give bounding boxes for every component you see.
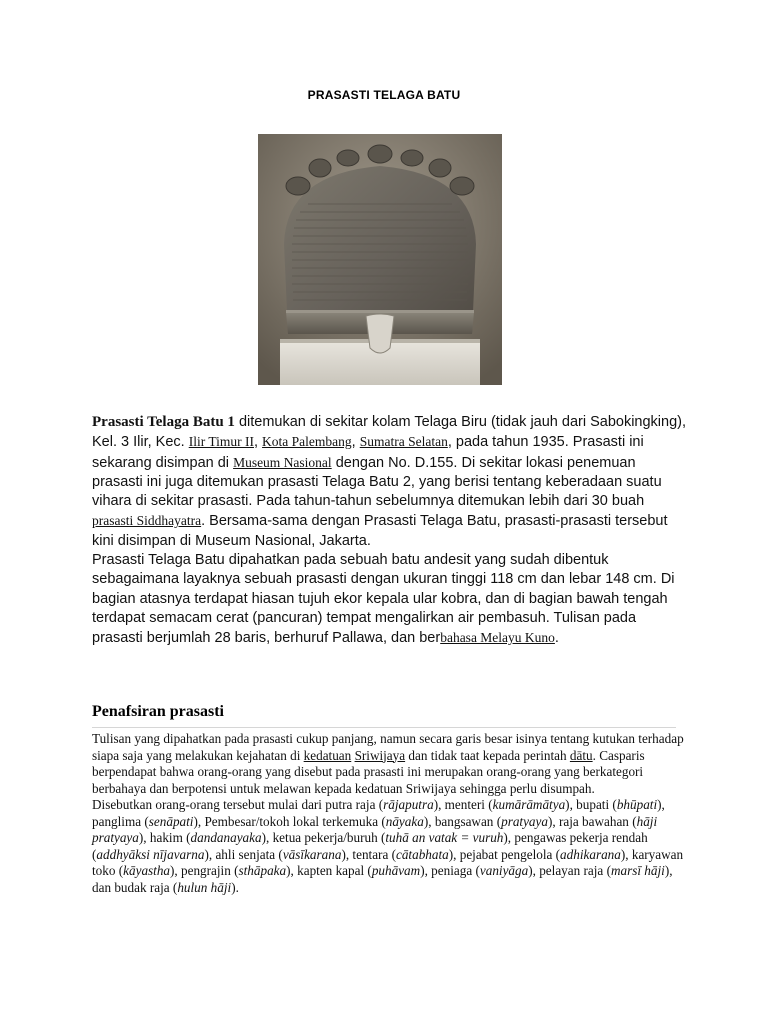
link-kedatuan[interactable]: kedatuan: [303, 747, 352, 763]
intro-text-2: , pada tahun 1935. Prasasti ini sekarang disimpan di: [92, 434, 644, 471]
p2-s14: ), karyawan toko (: [92, 846, 684, 878]
telaga-batu-stone-image: [258, 134, 502, 385]
p2-s6: ), bangsawan (: [423, 813, 502, 829]
p2-s20: ).: [231, 879, 239, 895]
p2-s18: ), pelayan raja (: [528, 863, 611, 878]
inscription-name: Prasasti Telaga Batu 1: [92, 414, 235, 430]
p2-s4: ), panglima (: [92, 797, 665, 829]
term-sthapaka: sthāpaka: [238, 863, 287, 878]
term-haji-pratyaya: hāji pratyaya: [92, 813, 658, 845]
interpretation-paragraph-2: [92, 797, 688, 896]
intro-p2-text: Prasasti Telaga Batu dipahatkan pada sebuah batu andesit yang sudah dibentuk sebagaimana layaknya sebuah prasasti dengan ukuran tinggi 118 cm dan lebar 148 cm. Di bagian atasnya terdapat hiasan tujuh ekor kepala ular kobra, dan di bagian bawah tengah terdapat semacam cerat (pancuran) tempat mengalirkan air pembasuh. Tulisan pada prasasti berjumlah 28 baris, berhuruf Pallawa, dan ber: [92, 552, 675, 647]
link-sriwijaya[interactable]: Sriwijaya: [354, 747, 406, 763]
term-adhikarana: adhikarana: [560, 846, 621, 862]
link-sumatra-selatan[interactable]: Sumatra Selatan: [359, 434, 448, 450]
p2-s9: ), ketua pekerja/buruh (: [261, 830, 386, 845]
p2-s19: ), dan budak raja (: [92, 863, 673, 895]
intro-text-1: ditemukan di sekitar kolam Telaga Biru (tidak jauh dari Sabokingking), Kel. 3 Ilir, Kec.: [92, 414, 687, 451]
p2-s1: Disebutkan orang-orang tersebut mulai dari putra raja (: [92, 797, 384, 812]
p2-s12: ), tentara (: [341, 846, 396, 862]
intro-paragraph-1: [92, 413, 688, 551]
document-title: PRASASTI TELAGA BATU: [307, 88, 461, 102]
term-kumaramatya: kumārāmātya: [492, 797, 566, 812]
link-ilir-timur-ii[interactable]: Ilir Timur II: [188, 434, 254, 450]
link-bahasa-melayu-kuno[interactable]: bahasa Melayu Kuno: [440, 630, 555, 646]
term-bhupati: bhūpati: [616, 797, 658, 812]
separator-1: ,: [253, 434, 263, 451]
p2-s10: ), pengawas pekerja rendah (: [92, 830, 648, 862]
p1-text-d: . Casparis berpendapat bahwa orang-orang yang disebut pada prasasti ini merupakan orang-orang yang berkategori berbahaya dan berpotensi untuk melawan kepada kedatuan Sriwijaya sehingga perlu disumpah.: [92, 747, 645, 796]
p2-s11: ), ahli senjata (: [204, 846, 283, 862]
link-kota-palembang[interactable]: Kota Palembang: [262, 434, 352, 450]
p2-s15: ), pengrajin (: [170, 863, 239, 878]
link-museum-nasional[interactable]: Museum Nasional: [233, 454, 332, 470]
p2-s2: ), menteri (: [433, 797, 493, 812]
p2-s5: ), Pembesar/tokoh lokal terkemuka (: [193, 813, 386, 829]
term-addhyaksi: addhyāksi nījavarna: [96, 846, 205, 862]
term-marsi-haji: marsī hāji: [610, 863, 665, 878]
interpretation-section: [92, 731, 688, 896]
p2-s7: ), raja bawahan (: [547, 813, 637, 829]
term-dandanayaka: dandanayaka: [190, 830, 262, 845]
intro-text-4: . Bersama-sama dengan Prasasti Telaga Batu, prasasti-prasasti tersebut kini disimpan di Museum Nasional, Jakarta.: [92, 513, 668, 549]
intro-text-3: dengan No. D.155. Di sekitar lokasi penemuan prasasti ini juga ditemukan prasasti Telaga Batu 2, yang berisi tentang keberadaan suatu vihara di sekitar prasasti. Pada tahun-tahun sebelumnya ditemukan lebih dari 30 buah: [92, 454, 662, 510]
intro-paragraph-2: [92, 551, 688, 648]
p2-s16: ), kapten kapal (: [286, 863, 372, 878]
inscription-photo: [258, 134, 502, 385]
term-senapati: senāpati: [148, 813, 194, 829]
intro-section: [92, 413, 688, 649]
p1-text-a: Tulisan yang dipahatkan pada prasasti cukup panjang, namun secara garis besar isinya tentang kutukan terhadap siapa saja yang melakukan kejahatan di: [92, 731, 684, 763]
p2-s13: ), pejabat pengelola (: [448, 846, 561, 862]
term-kayastha: kāyastha: [123, 863, 171, 878]
term-rajaputra: rājaputra: [383, 797, 434, 812]
term-pratyaya: pratyaya: [501, 813, 548, 829]
term-puhavam: puhāvam: [371, 863, 421, 878]
intro-p2-end: .: [554, 630, 559, 647]
link-datu[interactable]: dātu: [569, 747, 593, 763]
section-heading: Penafsiran prasasti: [92, 703, 676, 728]
link-prasasti-siddhayatra[interactable]: prasasti Siddhayatra: [92, 513, 202, 529]
term-vasikarana: vāsīkarana: [282, 846, 342, 862]
term-hulun-haji: hulun hāji: [177, 879, 232, 895]
p2-s3: ), bupati (: [565, 797, 617, 812]
term-catabhata: cātabhata: [395, 846, 449, 862]
separator-2: ,: [351, 434, 360, 451]
term-tuha-an-vatak: tuhā an vatak = vuruh: [385, 830, 504, 845]
p1-text-c: dan tidak taat kepada perintah: [405, 747, 570, 763]
p2-s17: ), peniaga (: [420, 863, 480, 878]
term-vaniyaga: vaniyāga: [479, 863, 529, 878]
interpretation-paragraph-1: [92, 731, 688, 797]
p2-s8: ), hakim (: [138, 830, 191, 845]
term-nayaka: nāyaka: [385, 813, 424, 829]
